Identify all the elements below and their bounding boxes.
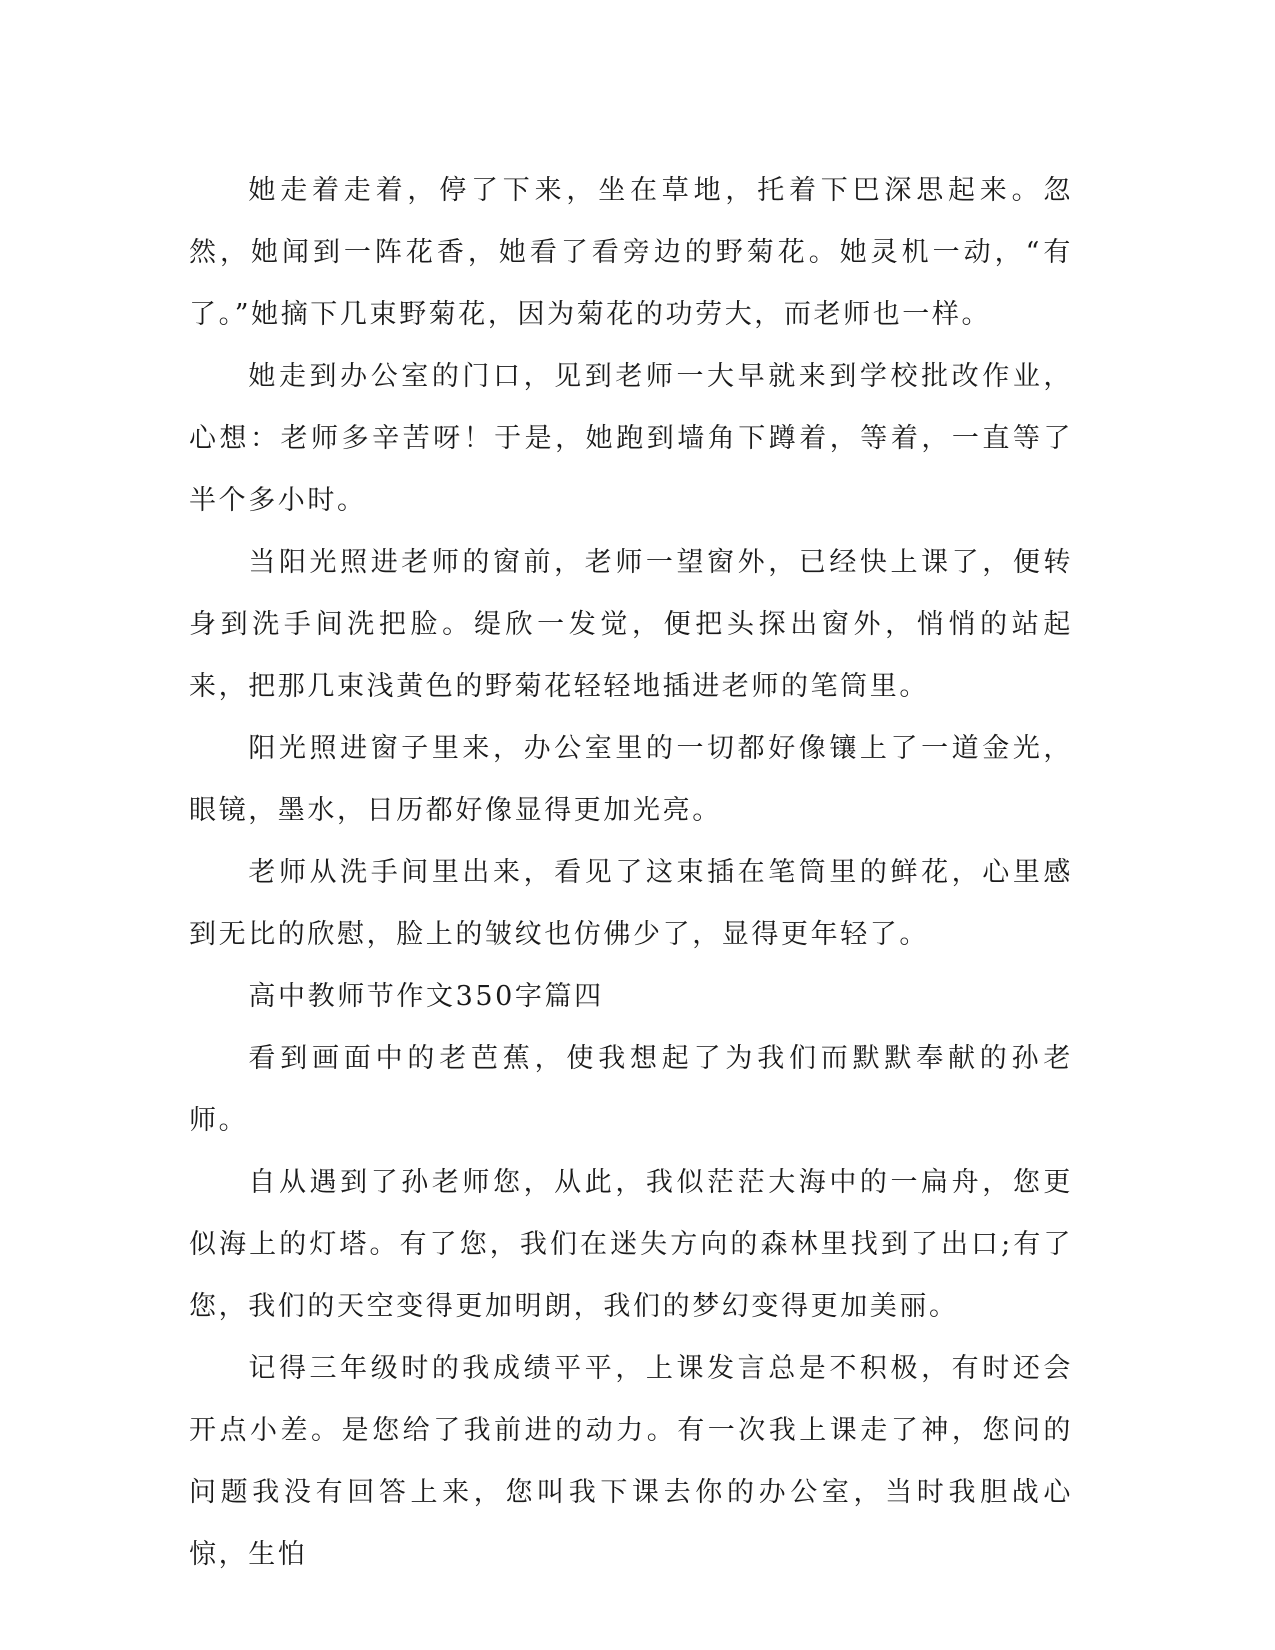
paragraph: 她走着走着，停了下来，坐在草地，托着下巴深思起来。忽然，她闻到一阵花香，她看了看旁边的野菊花。她灵机一动，“有了。”她摘下几束野菊花，因为菊花的功劳大，而老师也一样。	[189, 175, 1073, 330]
section-heading: 高中教师节作文350字篇四	[248, 981, 604, 1012]
paragraph: 看到画面中的老芭蕉，使我想起了为我们而默默奉献的孙老师。	[189, 1043, 1073, 1136]
paragraph: 自从遇到了孙老师您，从此，我似茫茫大海中的一扁舟，您更似海上的灯塔。有了您，我们在迷失方向的森林里找到了出口;有了您，我们的天空变得更加明朗，我们的梦幻变得更加美丽。	[189, 1167, 1073, 1322]
document-body	[189, 160, 1073, 1586]
paragraph: 阳光照进窗子里来，办公室里的一切都好像镶上了一道金光，眼镜，墨水，日历都好像显得更加光亮。	[189, 733, 1073, 826]
paragraph: 她走到办公室的门口，见到老师一大早就来到学校批改作业，心想：老师多辛苦呀！于是，她跑到墙角下蹲着，等着，一直等了半个多小时。	[189, 361, 1073, 516]
paragraph: 老师从洗手间里出来，看见了这束插在笔筒里的鲜花，心里感到无比的欣慰，脸上的皱纹也仿佛少了，显得更年轻了。	[189, 857, 1073, 950]
paragraph: 当阳光照进老师的窗前，老师一望窗外，已经快上课了，便转身到洗手间洗把脸。缇欣一发觉，便把头探出窗外，悄悄的站起来，把那几束浅黄色的野菊花轻轻地插进老师的笔筒里。	[189, 547, 1073, 702]
paragraph: 记得三年级时的我成绩平平，上课发言总是不积极，有时还会开点小差。是您给了我前进的动力。有一次我上课走了神，您问的问题我没有回答上来，您叫我下课去你的办公室，当时我胆战心惊，生怕	[189, 1353, 1073, 1570]
